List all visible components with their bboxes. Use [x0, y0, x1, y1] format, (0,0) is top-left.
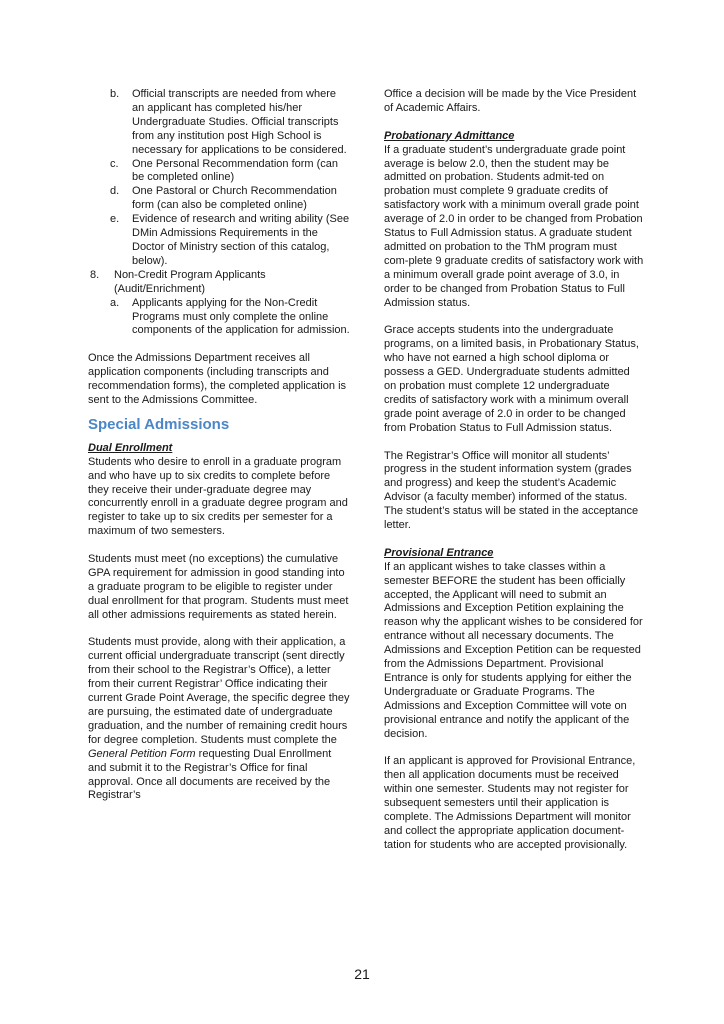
paragraph-dual-2: Students must meet (no exceptions) the cumulative GPA requirement for admission in good standing into a graduate program to be eligible to register under dual enrollment for that program. Students must meet all other admissions requirements as stated herein. — [88, 553, 349, 621]
list-item-text: Non-Credit Program Applicants (Audit/Enrichment) — [114, 268, 266, 295]
heading-provisional-entrance: Provisional Entrance — [384, 546, 494, 559]
heading-probationary-admittance: Probationary Admittance — [384, 129, 515, 142]
paragraph-admissions-once: Once the Admissions Department receives all application components (including transcripts and recommendation forms), the completed application is sent to the Admissions Committee. — [88, 352, 347, 406]
list-marker: a. — [110, 296, 120, 309]
list-marker: b. — [110, 88, 120, 100]
page-number: 21 — [354, 966, 370, 982]
list-item-c — [88, 158, 350, 186]
list-item-b — [88, 88, 350, 158]
list-item-text: Official transcripts are needed from where an applicant has completed his/her Undergraduate Studies. Official transcripts from any institution post High School is necessary for applications to be considered. — [132, 88, 347, 156]
general-petition-form-text: General Petition Form — [88, 747, 196, 760]
list-marker: d. — [110, 185, 120, 198]
paragraph-dual-1: Students who desire to enroll in a graduate program and who have up to six credits to complete before they receive their under-graduate degree may concurrently enroll in a graduate degree program and register to take up to six credits per semester for a maximum of two semesters. — [88, 455, 348, 538]
list-item-text: One Personal Recommendation form (can be completed online) — [132, 157, 339, 184]
list-item-text: Applicants applying for the Non-Credit Programs must only complete the online components of the application for admission. — [132, 296, 350, 337]
list-item-e — [88, 213, 350, 269]
paragraph-continued: Office a decision will be made by the Vice President of Academic Affairs. — [384, 88, 637, 114]
paragraph-provisional-2: If an applicant is approved for Provisional Entrance, then all application documents must be received within one semester. Students may not register for subsequent semesters until their application is complete. The Admissions Department will monitor and collect the appropriate application document-tation for students who are accepted provisionally. — [384, 755, 636, 851]
right-column — [384, 88, 644, 853]
paragraph-provisional-1: If an applicant wishes to take classes within a semester BEFORE the student has been officially accepted, the Applicant will need to submit an Admissions and Exception Petition explaining the reason why the applicant wishes to be considered for entrance without all necessary documents. The Admissions and Exception Petition can be requested from the Admissions Department. Provisional Entrance is only for students applying for either the Undergraduate or Graduate Programs. The Admissions and Exception Committee will vote on provisional entrance and notify the applicant of the decision. — [384, 560, 643, 740]
list-item-8a — [88, 297, 350, 339]
paragraph-dual-3: Students must provide, along with their application, a current official undergraduate transcript (sent directly from their school to the Registrar’s Office), a letter from their current Registrar’ Office indicating their current Grade Point Average, the specific degree they are pursuing, the estimated date of undergraduate graduation, and the number of remaining credit hours for degree completion. Students must complete the General Petition Form requesting Dual Enrollment and submit it to the Registrar’s Office for final approval. Once all documents are received by the Registrar’s — [88, 636, 350, 802]
paragraph-probation-2: Grace accepts students into the undergraduate programs, on a limited basis, in Probationary Status, who have not earned a high school diploma or possess a GED. Undergraduate students admitted on probation must complete 12 undergraduate credits of satisfactory work with a minimum overall grade point average of 2.0 in order to be changed from Probation Status to Full Admission status. — [384, 324, 639, 434]
heading-special-admissions: Special Admissions — [88, 415, 230, 433]
left-column — [88, 88, 350, 803]
paragraph-probation-1: If a graduate student’s undergraduate grade point average is below 2.0, then the student may be admitted on probation. Students admit-ted on probation must complete 9 graduate credits of satisfactory work with a minimum overall grade point average of 2.0 in order to be changed from Probation Status to Full Admission status. A graduate student admitted on probation to the ThM program must com-plete 9 graduate credits of satisfactory work with a minimum overall grade point average of 3.0, in order to be changed from Probation Status to Full Admission status. — [384, 143, 644, 309]
list-item-8 — [88, 269, 350, 297]
paragraph-probation-3: The Registrar’s Office will monitor all students’ progress in the student information system (grades and progress) and keep the student’s Academic Advisor (a faculty member) informed of the status. The student’s status will be stated in the acceptance letter. — [384, 449, 639, 532]
heading-dual-enrollment: Dual Enrollment — [88, 441, 173, 454]
list-marker: e. — [110, 213, 120, 226]
list-item-text: Evidence of research and writing ability (See DMin Admissions Requirements in the Doctor of Ministry section of this catalog, below). — [132, 213, 350, 267]
list-item-d — [88, 185, 350, 213]
list-marker: c. — [110, 157, 119, 170]
list-marker: 8. — [90, 268, 100, 281]
list-item-text: One Pastoral or Church Recommendation form (can also be completed online) — [132, 185, 337, 212]
